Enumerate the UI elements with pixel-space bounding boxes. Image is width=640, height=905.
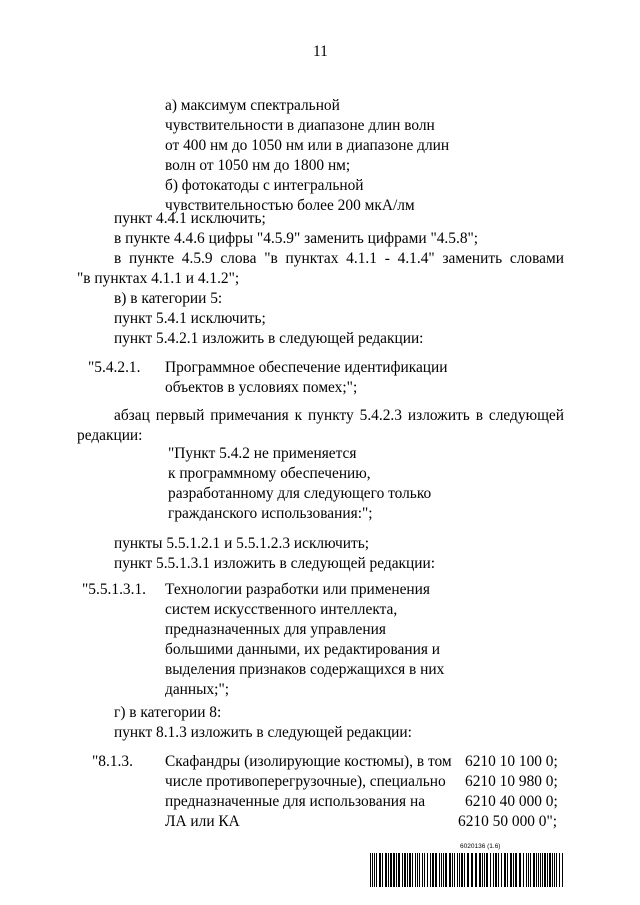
paragraph-line: пункт 5.4.1 исключить; bbox=[114, 310, 266, 327]
paragraph-line: пункт 5.4.2.1 изложить в следующей редакции: bbox=[114, 330, 424, 347]
item-text-line: Программное обеспечение идентификации bbox=[165, 359, 448, 376]
item-text-line: ЛА или КА bbox=[165, 813, 240, 830]
item-text-line: Скафандры (изолирующие костюмы), в том bbox=[165, 753, 452, 770]
spec-line: чувствительностью более 200 мкА/лм bbox=[165, 197, 415, 214]
paragraph-line: "в пунктах 4.1.1 и 4.1.2"; bbox=[77, 270, 240, 287]
note-line: разработанному для следующего только bbox=[168, 485, 432, 502]
tnved-code: 6210 40 000 0; bbox=[465, 793, 558, 810]
item-text-line: предназначенных для управления bbox=[165, 621, 386, 638]
item-number: "5.5.1.3.1. bbox=[82, 581, 146, 598]
spec-line: от 400 нм до 1050 нм или в диапазоне длин bbox=[165, 137, 450, 154]
tnved-code: 6210 50 000 0"; bbox=[458, 813, 558, 830]
item-text-line: предназначенные для использования на bbox=[165, 793, 426, 810]
spec-line: чувствительности в диапазоне длин волн bbox=[165, 117, 435, 134]
item-text-line: числе противоперегрузочные), специально bbox=[165, 773, 446, 790]
item-text-line: Технологии разработки или применения bbox=[165, 581, 430, 598]
item-text-line: большими данными, их редактирования и bbox=[165, 641, 441, 658]
page-number: 11 bbox=[313, 43, 328, 60]
paragraph-line: абзац первый примечания к пункту 5.4.2.3 изложить в следующей bbox=[114, 407, 564, 424]
spec-line: волн от 1050 нм до 1800 нм; bbox=[165, 157, 351, 174]
paragraph-line: в) в категории 5: bbox=[114, 290, 223, 307]
item-text-line: данных;"; bbox=[165, 681, 230, 698]
note-line: к программному обеспечению, bbox=[168, 465, 371, 482]
item-text-line: систем искусственного интеллекта, bbox=[165, 601, 398, 618]
item-text-line: объектов в условиях помех;"; bbox=[165, 379, 358, 396]
paragraph-line: редакции: bbox=[77, 427, 143, 444]
item-text-line: выделения признаков содержащихся в них bbox=[165, 661, 445, 678]
note-line: гражданского использования:"; bbox=[168, 505, 373, 522]
spec-line: а) максимум спектральной bbox=[165, 97, 340, 114]
paragraph-line: в пункте 4.4.6 цифры "4.5.9" заменить цифрами "4.5.8"; bbox=[114, 230, 479, 247]
note-line: "Пункт 5.4.2 не применяется bbox=[168, 445, 357, 462]
tnved-code: 6210 10 980 0; bbox=[465, 773, 558, 790]
paragraph-line: в пункте 4.5.9 слова "в пунктах 4.1.1 - 4.1.4" заменить словами bbox=[114, 250, 564, 267]
paragraph-line: пункты 5.5.1.2.1 и 5.5.1.2.3 исключить; bbox=[114, 535, 370, 552]
item-number: "8.1.3. bbox=[92, 753, 133, 770]
barcode-image bbox=[370, 853, 563, 887]
paragraph-line: пункт 4.4.1 исключить; bbox=[114, 210, 266, 227]
paragraph-line: г) в категории 8: bbox=[114, 704, 222, 721]
tnved-code: 6210 10 100 0; bbox=[465, 753, 558, 770]
paragraph-line: пункт 8.1.3 изложить в следующей редакции: bbox=[114, 724, 412, 741]
item-number: "5.4.2.1. bbox=[88, 359, 141, 376]
paragraph-line: пункт 5.5.1.3.1 изложить в следующей редакции: bbox=[114, 555, 435, 572]
barcode-id: 6020136 (1.6) bbox=[460, 843, 501, 850]
spec-line: б) фотокатоды с интегральной bbox=[165, 177, 364, 194]
